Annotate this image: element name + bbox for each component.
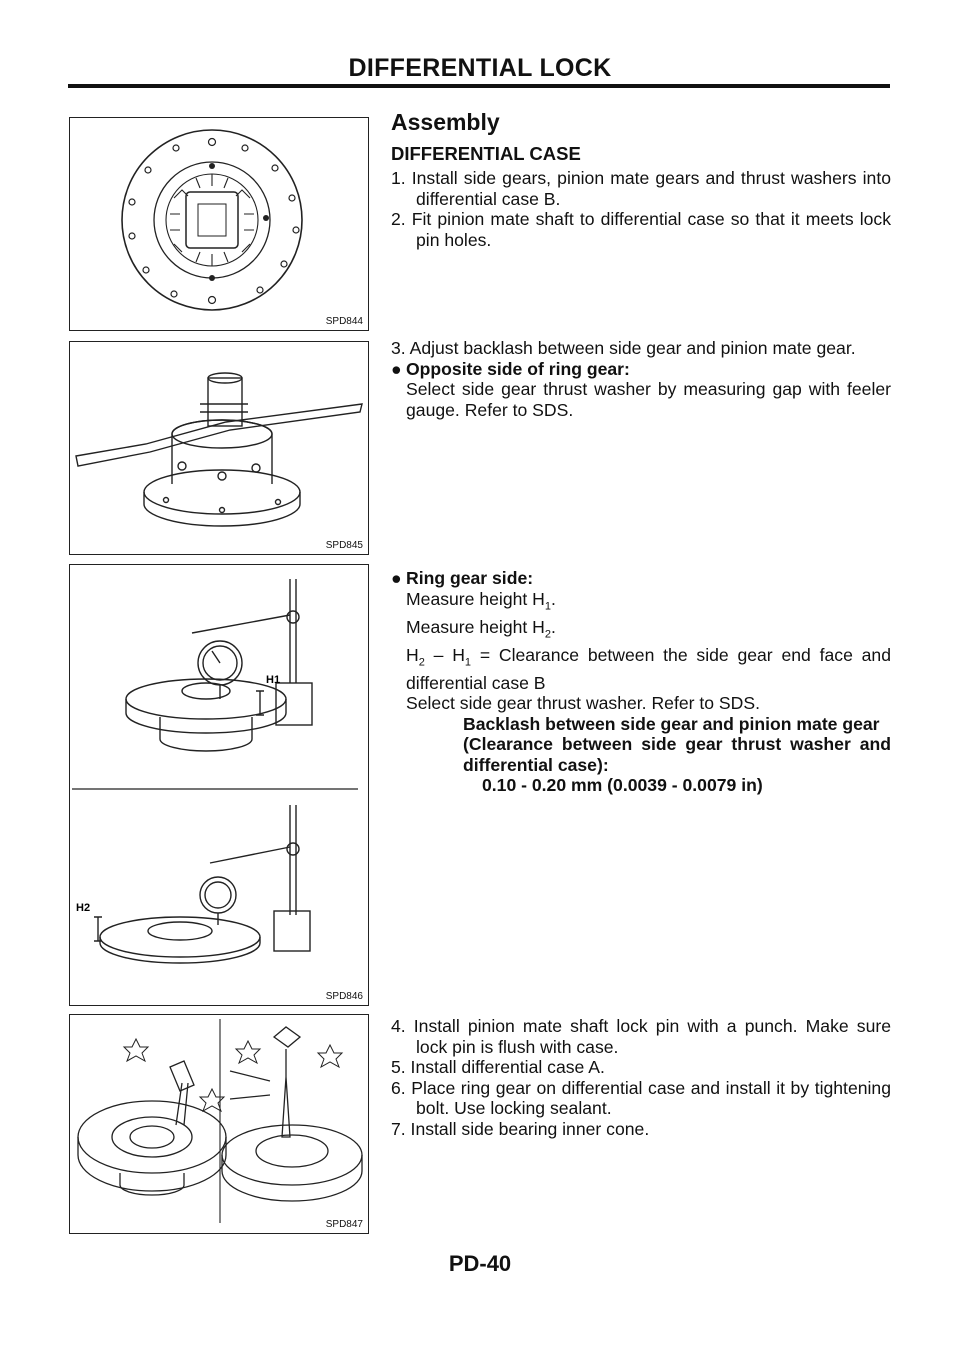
step-4: 4. Install pinion mate shaft lock pin with a punch. Make sure lock pin is flush with case. [391, 1016, 891, 1057]
formula-h: H [406, 644, 419, 665]
measure-h2: Measure height $H_2$. [406, 616, 556, 641]
differential-case-top-illustration [70, 118, 370, 332]
final-steps [391, 1016, 891, 1139]
ring-gear-title: Ring gear side: [406, 568, 534, 588]
measure-h2-sub: 2 [544, 628, 551, 641]
formula-description: = Clearance between the side gear end face and differential case B [406, 644, 891, 693]
formula-minus-h: – H [424, 644, 465, 665]
backlash-opposite-side [391, 338, 891, 420]
spec-line-1: Backlash between side gear and pinion mate gear [463, 713, 880, 734]
figure-spd845 [69, 341, 369, 555]
formula-sub-2: 2 [418, 656, 425, 669]
figure-code: SPD844 [325, 316, 363, 327]
figure-spd844 [69, 117, 369, 331]
opposite-side-text: Select side gear thrust washer by measuring gap with feeler gauge. Refer to SDS. [406, 379, 891, 420]
assembly-intro [391, 109, 891, 250]
bullet-opposite-side [391, 359, 891, 421]
h1-label: H1 [266, 674, 281, 686]
formula-sub-1: 1 [464, 656, 472, 669]
step-7: 7. Install side bearing inner cone. [391, 1118, 650, 1139]
page-title: DIFFERENTIAL LOCK [348, 54, 612, 82]
select-washer-text: Select side gear thrust washer. Refer to SDS. [406, 693, 760, 714]
figure-code: SPD846 [325, 991, 363, 1002]
step-3: 3. Adjust backlash between side gear and pinion mate gear. [391, 338, 856, 358]
step-1: 1. Install side gears, pinion mate gears and thrust washers into differential case B. [391, 168, 891, 209]
measure-h2-text: Measure height H [406, 616, 545, 637]
spec-value: 0.10 - 0.20 mm (0.0039 - 0.0079 in) [482, 775, 763, 796]
step-6: 6. Place ring gear on differential case and install it by tightening bolt. Use locking sealant. [391, 1077, 891, 1118]
figure-spd847 [69, 1014, 369, 1234]
measure-h1-text: Measure height H [406, 588, 545, 609]
backlash-ring-gear-side [391, 568, 891, 796]
feeler-gauge-illustration [70, 342, 370, 556]
lock-pin-punch-illustration [70, 1015, 370, 1235]
title-rule [68, 84, 890, 88]
figure-spd846 [69, 564, 369, 1006]
measure-h1-sub: 1 [544, 600, 551, 613]
dial-gauge-measurement-illustration [70, 565, 370, 1007]
figure-code: SPD845 [325, 540, 363, 551]
step-2: 2. Fit pinion mate shaft to differential case so that it meets lock pin holes. [391, 209, 891, 250]
h2-label: H2 [76, 902, 91, 914]
opposite-side-title: Opposite side of ring gear: [406, 358, 630, 379]
bullet-dot: ● [391, 358, 402, 379]
page-number: PD-40 [448, 1251, 512, 1276]
clearance-formula [406, 645, 891, 694]
bullet-dot: ● [391, 568, 402, 588]
section-title: Assembly [391, 109, 500, 135]
figure-code: SPD847 [325, 1219, 363, 1230]
section-subtitle: DIFFERENTIAL CASE [391, 142, 581, 164]
measure-h1: Measure height $H_1$. [406, 588, 556, 613]
spec-line-2: (Clearance between side gear thrust washer and differential case): [463, 734, 891, 775]
step-5: 5. Install differential case A. [391, 1057, 605, 1077]
bullet-ring-gear-side [391, 568, 891, 796]
